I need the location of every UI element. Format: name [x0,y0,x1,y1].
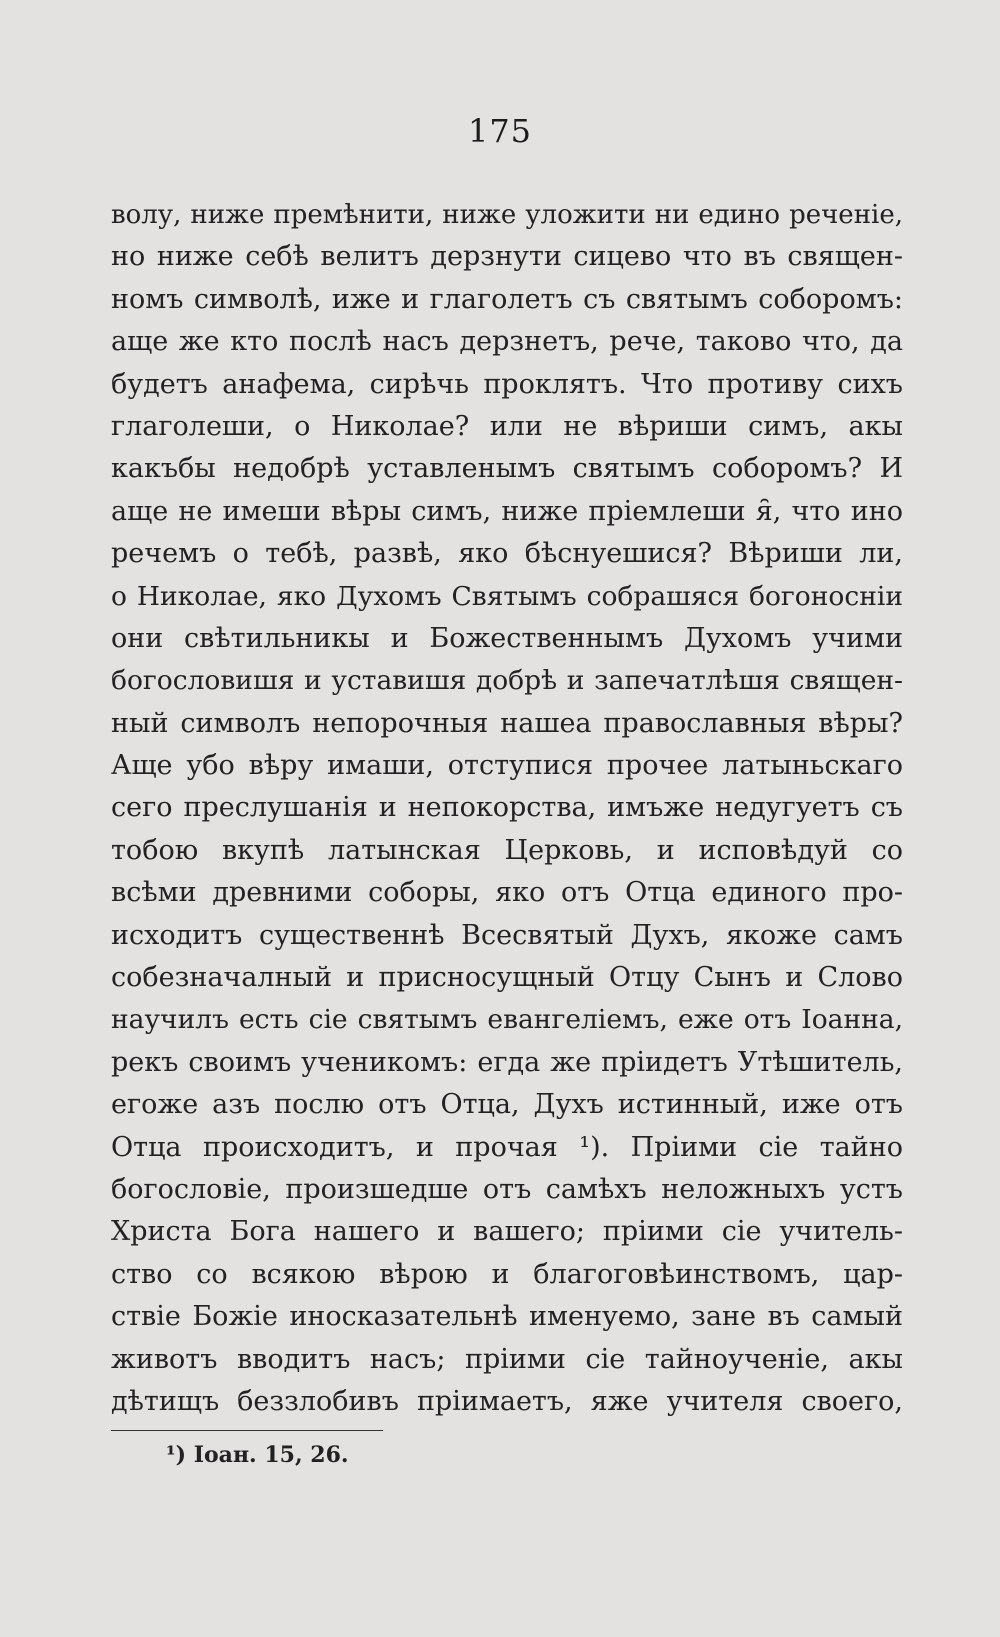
footnote-marker: ¹) [166,1442,187,1468]
text-line: номъ символѣ, иже и глаголетъ съ святымъ соборомъ: [111,283,903,315]
footnote-divider [111,1430,383,1431]
text-line: но ниже себѣ велитъ дерзнути сицево что въ священ- [111,241,903,273]
text-line: волу, ниже премѣнити, ниже уложити ни едино реченіе, [111,200,903,230]
text-line: ство со всякою вѣрою и благоговѣинствомъ, цар- [111,1258,903,1290]
main-text [111,194,903,1423]
text-line: тобою вкупѣ латынская Церковь, и исповѣдуй со [111,834,903,866]
text-line: исходитъ существеннѣ Всесвятый Духъ, якоже самъ [111,919,903,951]
text-line: аще же кто послѣ насъ дерзнетъ, рече, таково что, да [111,326,903,358]
text-line: егоже азъ послю отъ Отца, Духъ истинный, иже отъ [111,1089,903,1121]
footnote-text: Іоан. 15, 26. [193,1442,349,1468]
text-line: всѣми древними соборы, яко отъ Отца единого про- [111,877,903,909]
text-line: собезначалный и присносущный Отцу Сынъ и Слово [111,962,903,994]
text-line: какъбы недобрѣ уставленымъ святымъ соборомъ? И [111,453,903,485]
text-line: дѣтищъ беззлобивъ пріимаетъ, яже учителя своего, [111,1385,903,1417]
text-line: ствіе Божіе иносказательнѣ именуемо, зане въ самый [111,1301,903,1333]
text-line: Отца происходитъ, и прочая ¹). Пріими сіе тайно [111,1131,903,1163]
text-line: глаголеши, о Николае? или не вѣриши симъ, акы [111,410,903,442]
text-line: Христа Бога нашего и вашего; пріими сіе учитель- [111,1216,903,1248]
text-line: аще не имеши вѣры симъ, ниже пріемлеши я̑, что ино [111,495,903,527]
text-line: животъ вводитъ насъ; пріими сіе тайноученіе, акы [111,1343,903,1375]
text-line: сего преслушанія и непокорства, имъже недугуетъ съ [111,792,903,824]
text-line: они свѣтильникы и Божественнымъ Духомъ учими [111,622,903,654]
text-line: научилъ есть сіе святымъ евангеліемъ, еже отъ Іоанна, [111,1004,903,1036]
text-line: богословишя и уставишя добрѣ и запечатлѣшя священ- [111,665,903,697]
footnote [166,1442,349,1468]
text-line: речемъ о тебѣ, развѣ, яко бѣснуешися? Вѣриши ли, [111,538,903,570]
text-line: будетъ анафема, сирѣчь проклятъ. Что противу сихъ [111,368,903,400]
text-line: ный символъ непорочныя нашеа православныя вѣры? [111,707,903,739]
text-line: Аще убо вѣру имаши, отступися прочее латыньскаго [111,750,903,782]
page-number: 175 [467,112,533,150]
text-line: богословіе, произшедше отъ самѣхъ неложныхъ устъ [111,1173,903,1205]
text-line: рекъ своимъ ученикомъ: егда же пріидетъ Утѣшитель, [111,1046,903,1078]
text-line: о Николае, яко Духомъ Святымъ собрашяся богоносніи [111,580,903,612]
